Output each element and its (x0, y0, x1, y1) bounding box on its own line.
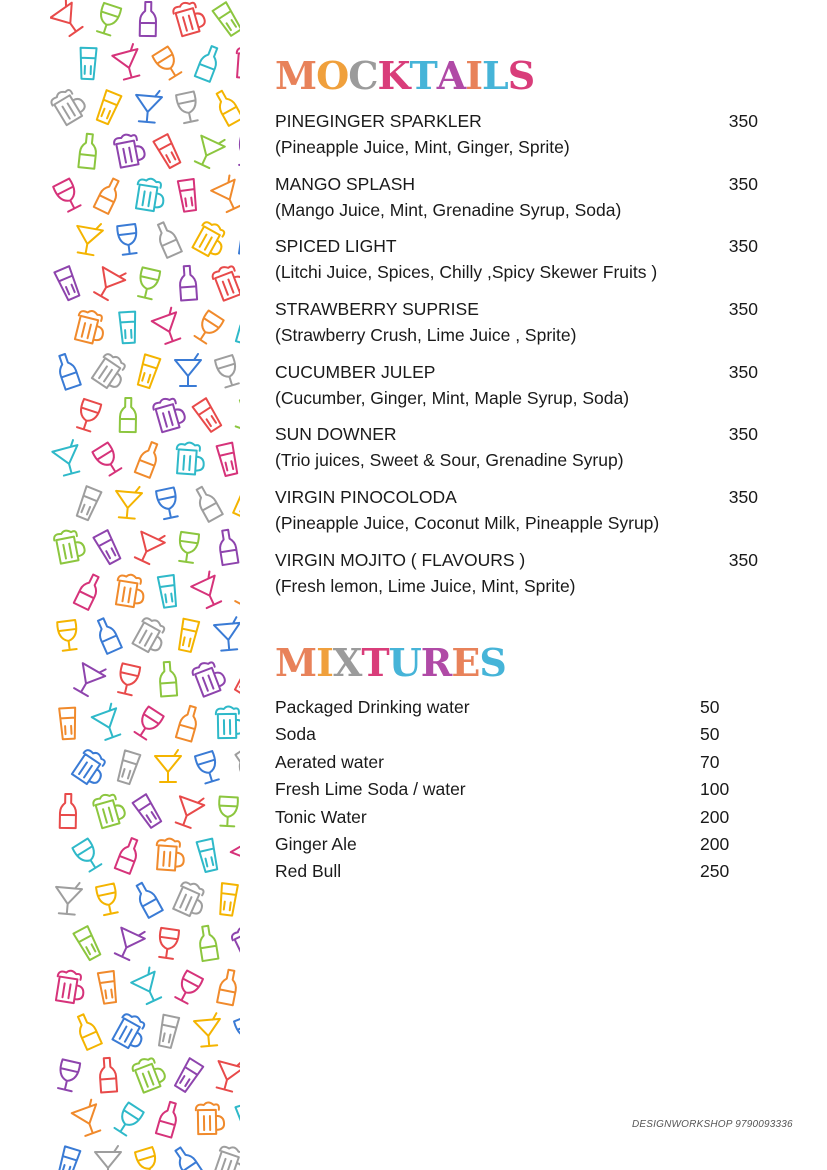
beer-mug-icon (113, 132, 146, 168)
beer-mug-icon (172, 0, 208, 37)
item-name: CUCUMBER JULEP (275, 362, 436, 382)
mocktail-item (275, 296, 758, 348)
item-price: 100 (700, 779, 730, 800)
wine-glass-icon (152, 46, 183, 80)
tall-glass-icon (59, 708, 77, 740)
bottle-icon (94, 176, 123, 214)
beer-mug-icon (111, 1011, 151, 1052)
item-name: VIRGIN MOJITO ( FLAVOURS ) (275, 550, 526, 570)
item-description: (Litchi Juice, Spices, Chilly ,Spicy Skewer Fruits ) (275, 262, 658, 282)
wine-glass-icon (57, 620, 79, 651)
bottle-icon (176, 704, 201, 741)
item-description: (Pineapple Juice, Coconut Milk, Pineapple Syrup) (275, 513, 660, 533)
tall-glass-icon (173, 1058, 203, 1093)
tall-glass-icon (54, 266, 81, 301)
martini-glass-icon (111, 43, 144, 81)
heading-letter: E (451, 640, 480, 685)
bottle-icon (231, 749, 240, 786)
beer-mug-icon (231, 483, 240, 523)
item-name: SPICED LIGHT (275, 236, 397, 256)
mixtures-heading (275, 640, 506, 685)
item-name: SUN DOWNER (275, 424, 397, 444)
tall-glass-icon (93, 530, 122, 565)
beer-mug-icon (131, 615, 171, 656)
martini-glass-icon (213, 617, 240, 651)
tall-glass-icon (217, 443, 240, 477)
bottle-icon (140, 2, 157, 36)
heading-letter: T (409, 53, 437, 98)
heading-letter: C (348, 53, 378, 98)
bottle-icon (60, 794, 77, 828)
item-description: (Mango Juice, Mint, Grenadine Syrup, Soda) (275, 200, 622, 220)
martini-glass-icon (130, 526, 167, 566)
heading-letter: S (507, 53, 535, 98)
item-name: MANGO SPLASH (275, 174, 416, 194)
beer-mug-icon (90, 351, 131, 393)
wine-glass-icon (176, 91, 200, 123)
drinks-pattern (50, 0, 240, 1170)
beer-mug-icon (53, 528, 86, 564)
mocktail-item (275, 421, 758, 473)
heading-letter: O (316, 53, 349, 98)
bottle-icon (156, 1100, 181, 1137)
item-name: Aerated water (275, 751, 384, 772)
beer-mug-icon (191, 219, 231, 260)
item-price: 70 (700, 751, 720, 772)
wine-glass-icon (116, 663, 141, 695)
tall-glass-icon (193, 398, 223, 433)
bottle-icon (197, 925, 218, 961)
bottle-icon (192, 484, 222, 521)
mocktail-item (275, 108, 758, 160)
bottle-icon (135, 440, 162, 477)
tall-glass-icon (178, 179, 198, 212)
item-name: Tonic Water (275, 806, 367, 827)
bottle-icon (74, 572, 103, 610)
item-price: 350 (728, 174, 758, 194)
wine-glass-icon (113, 1102, 144, 1136)
item-name: Fresh Lime Soda / water (275, 779, 466, 800)
heading-letter: U (388, 640, 421, 685)
item-description: (Cucumber, Ginger, Mint, Maple Syrup, Soda) (275, 388, 630, 408)
martini-glass-icon (51, 439, 84, 477)
tall-glass-icon (177, 619, 199, 653)
martini-glass-icon (231, 395, 240, 434)
item-description: (Trio juices, Sweet & Sour, Grenadine Syrup) (275, 450, 624, 470)
tall-glass-icon (237, 223, 240, 257)
wine-glass-icon (56, 1059, 81, 1091)
bottle-icon (159, 661, 177, 696)
heading-letter: R (420, 640, 452, 685)
beer-mug-icon (50, 85, 89, 126)
bottle-icon (93, 616, 121, 654)
mocktail-item (275, 547, 758, 599)
bottle-icon (217, 969, 239, 1005)
tall-glass-icon (98, 971, 118, 1004)
beer-mug-icon (134, 177, 167, 212)
drinks-pattern-strip (50, 0, 240, 1170)
wine-glass-icon (156, 487, 180, 519)
martini-glass-icon (73, 220, 104, 256)
item-price: 50 (700, 697, 720, 717)
heading-letter: I (316, 640, 333, 685)
item-price: 350 (728, 111, 758, 131)
martini-glass-icon (95, 1146, 121, 1170)
martini-glass-icon (228, 834, 240, 875)
tall-glass-icon (119, 312, 137, 344)
martini-glass-icon (212, 1055, 240, 1093)
martini-glass-icon (155, 750, 181, 782)
mocktail-item (275, 233, 758, 285)
tall-glass-icon (56, 1146, 80, 1170)
wine-glass-icon (136, 267, 161, 299)
tall-glass-icon (233, 662, 240, 697)
designer-credit: DESIGNWORKSHOP 9790093336 (632, 1119, 793, 1130)
heading-letter: S (479, 640, 506, 685)
beer-mug-icon (155, 838, 185, 871)
beer-mug-icon (235, 46, 240, 79)
beer-mug-icon (73, 308, 108, 345)
bottle-icon (171, 1145, 203, 1170)
tall-glass-icon (95, 90, 121, 125)
item-name: VIRGIN PINOCOLODA (275, 487, 457, 507)
wine-glass-icon (96, 883, 120, 915)
martini-glass-icon (90, 262, 129, 303)
mocktail-item (275, 359, 758, 411)
beer-mug-icon (216, 706, 240, 738)
heading-letter: T (361, 640, 389, 685)
item-price: 350 (728, 424, 758, 444)
martini-glass-icon (110, 922, 147, 962)
tall-glass-icon (73, 926, 102, 961)
tall-glass-icon (116, 750, 140, 784)
martini-glass-icon (70, 658, 109, 699)
tall-glass-icon (218, 883, 238, 916)
beer-mug-icon (152, 395, 188, 433)
beer-mug-icon (211, 262, 240, 301)
item-name: Packaged Drinking water (275, 697, 470, 717)
item-price: 250 (700, 861, 730, 882)
martini-glass-icon (70, 1099, 105, 1138)
wine-glass-icon (195, 751, 221, 784)
wine-glass-icon (218, 797, 238, 827)
bottle-icon (179, 265, 197, 300)
martini-glass-icon (175, 354, 201, 386)
beer-mug-icon (54, 969, 87, 1004)
tall-glass-icon (235, 1102, 240, 1136)
tall-glass-icon (133, 794, 163, 829)
martini-glass-icon (90, 703, 125, 742)
bottle-icon (120, 398, 137, 432)
martini-glass-icon (190, 130, 227, 170)
martini-glass-icon (189, 570, 226, 610)
heading-letter: I (465, 53, 483, 98)
beer-mug-icon (131, 1054, 168, 1093)
martini-glass-icon (54, 881, 83, 915)
martini-glass-icon (114, 485, 143, 519)
heading-letter: M (275, 640, 317, 685)
martini-glass-icon (171, 791, 206, 830)
item-name: Red Bull (275, 861, 342, 882)
martini-glass-icon (134, 89, 163, 123)
item-price: 50 (700, 724, 720, 745)
wine-glass-icon (92, 442, 123, 476)
bottle-icon (236, 308, 240, 345)
tall-glass-icon (197, 839, 220, 873)
martini-glass-icon (193, 1013, 222, 1047)
item-description: (Strawberry Crush, Lime Juice , Sprite) (275, 325, 577, 345)
mocktails-heading (275, 53, 535, 98)
item-price: 350 (728, 299, 758, 319)
tall-glass-icon (75, 486, 101, 521)
tall-glass-icon (79, 48, 96, 80)
heading-letter: A (436, 53, 466, 98)
beer-mug-icon (196, 1102, 225, 1134)
tall-glass-icon (158, 575, 178, 608)
beer-mug-icon (114, 573, 147, 608)
wine-glass-icon (53, 178, 83, 212)
bottle-icon (132, 880, 162, 917)
item-name: Soda (275, 724, 316, 745)
beer-mug-icon (171, 879, 209, 919)
tall-glass-icon (136, 354, 160, 388)
item-name: PINEGINGER SPARKLER (275, 111, 482, 131)
wine-glass-icon (72, 838, 103, 872)
heading-letter: L (482, 53, 508, 98)
item-price: 200 (700, 806, 730, 827)
beer-mug-icon (92, 791, 128, 829)
wine-glass-icon (133, 706, 164, 740)
martini-glass-icon (50, 0, 87, 39)
wine-glass-icon (215, 355, 240, 388)
bottle-icon (55, 352, 81, 389)
tall-glass-icon (153, 134, 182, 169)
bottle-icon (212, 88, 240, 125)
bottle-icon (73, 1012, 101, 1050)
bottle-icon (217, 529, 238, 565)
wine-glass-icon (193, 310, 224, 344)
martini-glass-icon (209, 174, 240, 214)
item-price: 350 (728, 550, 758, 570)
wine-glass-icon (234, 1015, 240, 1049)
martini-glass-icon (150, 307, 185, 346)
beer-mug-icon (70, 747, 111, 789)
item-price: 350 (728, 236, 758, 256)
beer-mug-icon (175, 442, 205, 475)
beer-mug-icon (230, 921, 240, 962)
heading-letter: K (377, 53, 410, 98)
wine-glass-icon (233, 574, 240, 608)
item-price: 350 (728, 362, 758, 382)
beer-mug-icon (191, 658, 228, 697)
item-description: (Fresh lemon, Lime Juice, Mint, Sprite) (275, 576, 576, 596)
item-name: STRAWBERRY SUPRISE (275, 299, 479, 319)
wine-glass-icon (157, 928, 179, 959)
wine-glass-icon (173, 970, 203, 1004)
bottle-icon (115, 836, 142, 873)
mocktail-item (275, 484, 758, 536)
item-description: (Pineapple Juice, Mint, Ginger, Sprite) (275, 137, 570, 157)
heading-letter: X (332, 640, 362, 685)
mocktail-item (275, 171, 758, 223)
martini-glass-icon (129, 966, 166, 1006)
tall-glass-icon (157, 1015, 179, 1049)
item-price: 350 (728, 487, 758, 507)
wine-glass-icon (177, 532, 199, 563)
heading-letter: M (275, 53, 317, 98)
beer-mug-icon (212, 1144, 240, 1170)
tall-glass-icon (213, 2, 240, 37)
bottle-icon (99, 1057, 117, 1092)
item-price: 200 (700, 834, 730, 854)
wine-glass-icon (237, 136, 240, 167)
wine-glass-icon (75, 399, 102, 432)
wine-glass-icon (135, 1147, 161, 1170)
bottle-icon (78, 133, 97, 168)
item-name: Ginger Ale (275, 834, 357, 854)
bottle-icon (153, 220, 181, 258)
wine-glass-icon (117, 224, 139, 255)
bottle-icon (195, 44, 222, 81)
wine-glass-icon (95, 3, 122, 36)
